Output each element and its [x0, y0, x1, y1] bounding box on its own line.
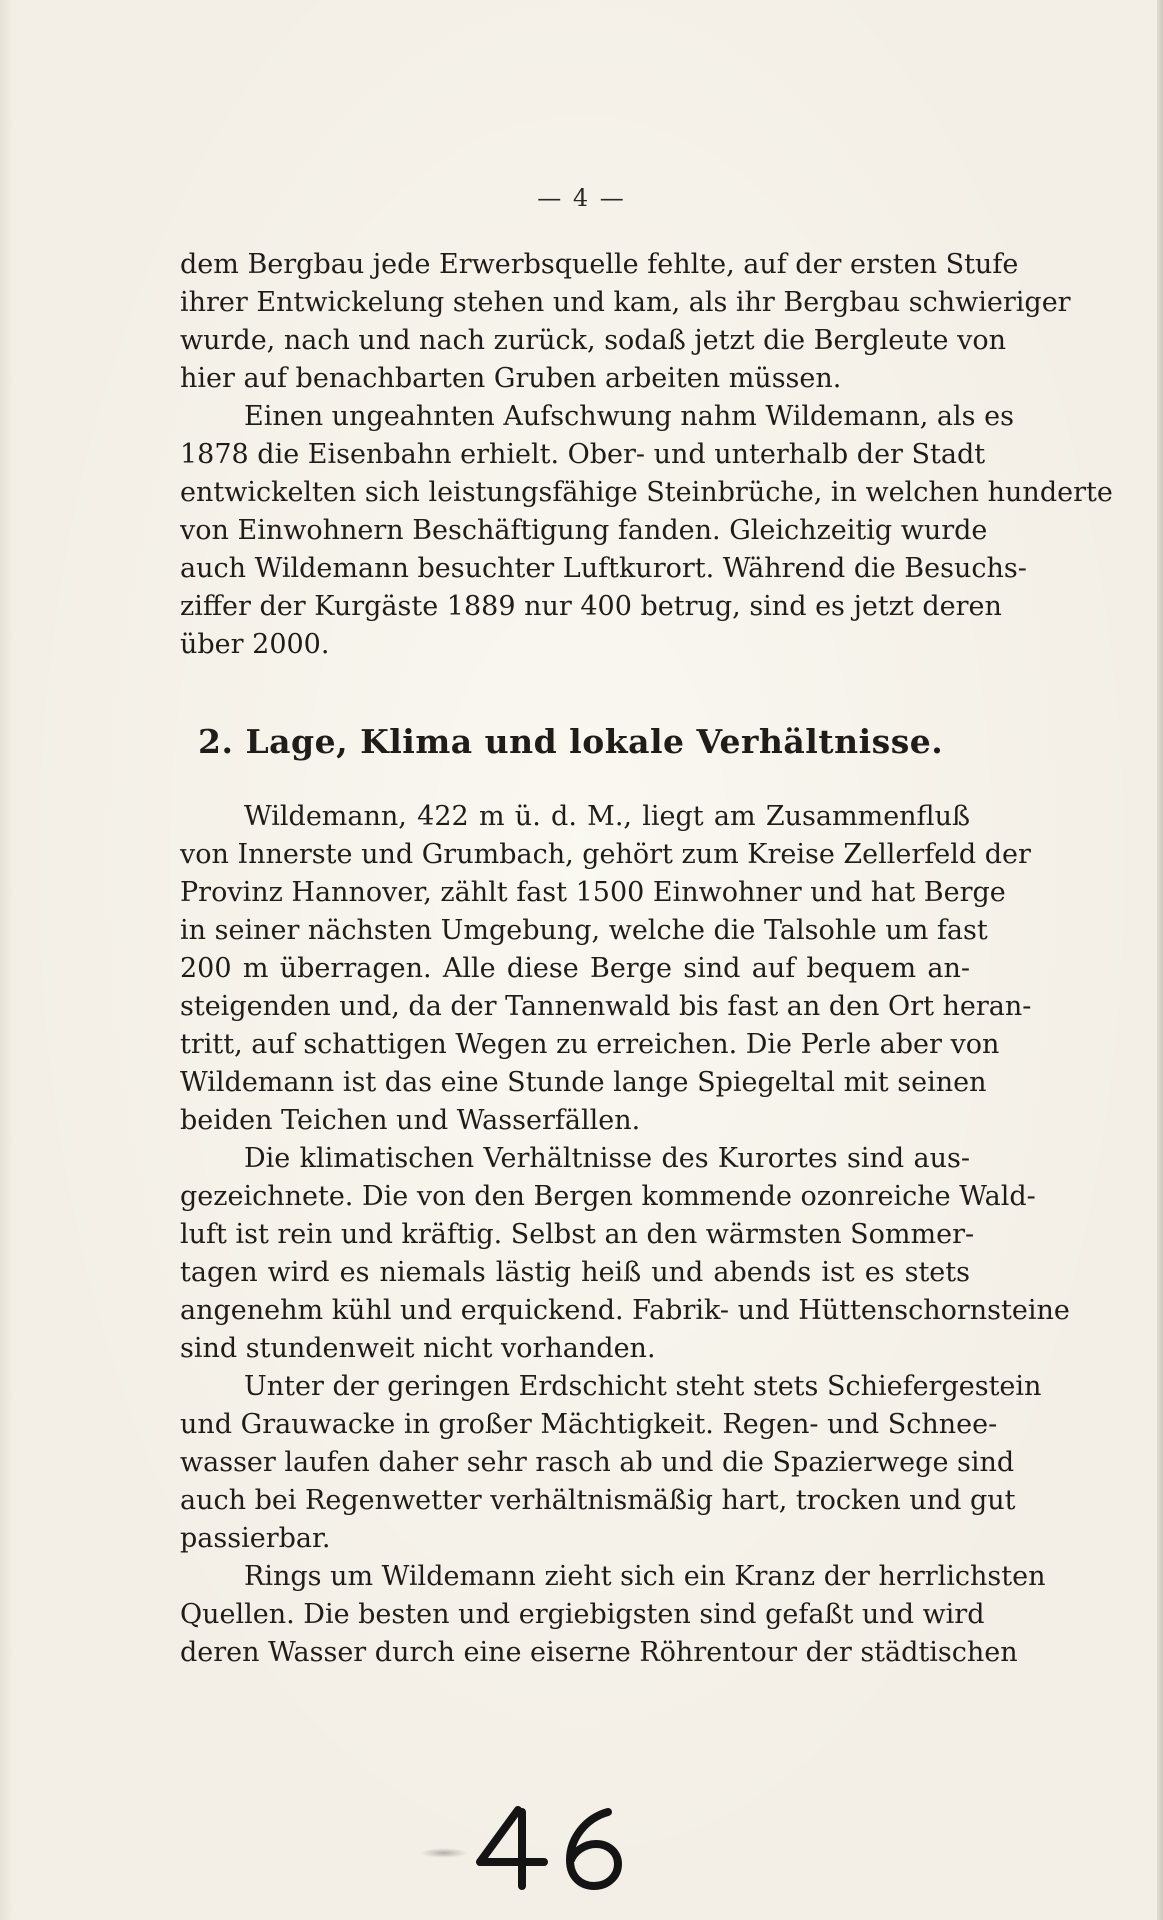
- text-line: ziffer der Kurgäste 1889 nur 400 betrug, sind es jetzt deren: [180, 591, 1002, 622]
- text-line: Unter der geringen Erdschicht steht stets Schiefergestein: [244, 1371, 1042, 1402]
- handwritten-annotation: [470, 1804, 630, 1890]
- text-line: Provinz Hannover, zählt fast 1500 Einwohner und hat Berge: [180, 877, 1006, 908]
- paragraph-climate: [180, 1140, 1070, 1368]
- ink-smudge: [420, 1848, 468, 1858]
- page-edge-shadow: [1157, 0, 1163, 1920]
- text-line: ihrer Entwickelung stehen und kam, als ihr Bergbau schwieriger: [180, 287, 1071, 318]
- text-line: tritt, auf schattigen Wegen zu erreichen. Die Perle aber von: [180, 1029, 1000, 1060]
- paragraph-continuation: [180, 246, 1071, 398]
- text-line: von Einwohnern Beschäftigung fanden. Gleichzeitig wurde: [180, 515, 988, 546]
- text-line: auch bei Regenwetter verhältnismäßig hart, trocken und gut: [180, 1485, 1016, 1516]
- text-line: 1878 die Eisenbahn erhielt. Ober- und unterhalb der Stadt: [180, 439, 986, 470]
- text-line: Wildemann ist das eine Stunde lange Spiegeltal mit seinen: [180, 1067, 987, 1098]
- text-line: angenehm kühl und erquickend. Fabrik- und Hüttenschornsteine: [180, 1295, 1070, 1326]
- paragraph-railway: [180, 398, 1113, 664]
- text-line: 200 m überragen. Alle diese Berge sind auf bequem an-: [180, 953, 970, 984]
- page-number: — 4 —: [537, 184, 626, 212]
- paragraph-location: [180, 798, 1032, 1140]
- text-line: hier auf benachbarten Gruben arbeiten müssen.: [180, 363, 842, 394]
- text-line: gezeichnete. Die von den Bergen kommende ozonreiche Wald-: [180, 1181, 1036, 1212]
- handwritten-number-46: [470, 1804, 630, 1890]
- text-line: tagen wird es niemals lästig heiß und abends ist es stets: [180, 1257, 970, 1288]
- paragraph-springs: [180, 1558, 1046, 1672]
- paragraph-soil: [180, 1368, 1042, 1558]
- text-line: über 2000.: [180, 629, 330, 660]
- text-line: deren Wasser durch eine eiserne Röhrentour der städtischen: [180, 1637, 1018, 1668]
- text-line: wurde, nach und nach zurück, sodaß jetzt die Bergleute von: [180, 325, 1006, 356]
- text-line: auch Wildemann besuchter Luftkurort. Während die Besuchs-: [180, 553, 1027, 584]
- text-line: Wildemann, 422 m ü. d. M., liegt am Zusammenfluß: [244, 801, 970, 832]
- text-line: sind stundenweit nicht vorhanden.: [180, 1333, 656, 1364]
- text-line: Die klimatischen Verhältnisse des Kurortes sind aus-: [244, 1143, 970, 1174]
- text-line: dem Bergbau jede Erwerbsquelle fehlte, auf der ersten Stufe: [180, 249, 1019, 280]
- text-line: wasser laufen daher sehr rasch ab und die Spazierwege sind: [180, 1447, 1015, 1478]
- text-line: von Innerste und Grumbach, gehört zum Kreise Zellerfeld der: [180, 839, 1031, 870]
- text-line: luft ist rein und kräftig. Selbst an den wärmsten Sommer-: [180, 1219, 975, 1250]
- text-line: Rings um Wildemann zieht sich ein Kranz der herrlichsten: [244, 1561, 1046, 1592]
- text-body: [180, 246, 1113, 1672]
- text-line: Quellen. Die besten und ergiebigsten sind gefaßt und wird: [180, 1599, 985, 1630]
- section-heading: 2. Lage, Klima und lokale Verhältnisse.: [198, 722, 944, 761]
- text-line: beiden Teichen und Wasserfällen.: [180, 1105, 641, 1136]
- text-line: in seiner nächsten Umgebung, welche die Talsohle um fast: [180, 915, 988, 946]
- text-line: und Grauwacke in großer Mächtigkeit. Regen- und Schnee-: [180, 1409, 998, 1440]
- text-line: Einen ungeahnten Aufschwung nahm Wildemann, als es: [244, 401, 1014, 432]
- text-line: steigenden und, da der Tannenwald bis fast an den Ort heran-: [180, 991, 1032, 1022]
- text-line: entwickelten sich leistungsfähige Steinbrüche, in welchen hunderte: [180, 477, 1113, 508]
- text-line: passierbar.: [180, 1523, 331, 1554]
